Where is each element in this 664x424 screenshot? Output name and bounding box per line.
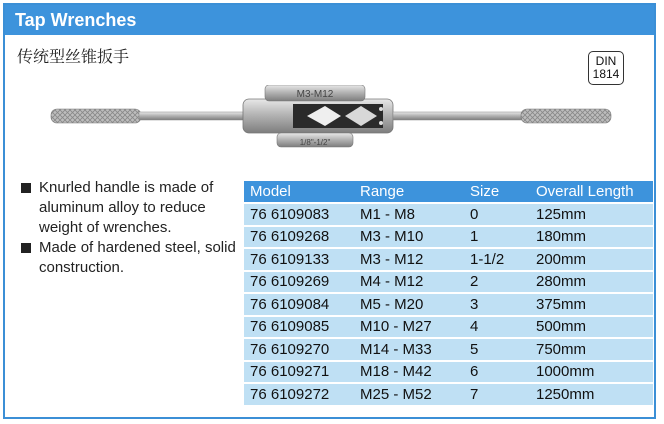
table-header-row — [244, 181, 653, 203]
left-shaft — [139, 112, 243, 120]
size-marking-top: M3-M12 — [296, 89, 334, 100]
column-header-model: Model — [244, 181, 354, 203]
size-marking-bottom: 1/8"-1/2" — [299, 138, 331, 147]
table-row: 76 6109270 M14 - M33 5 750mm — [244, 338, 653, 361]
product-card — [3, 3, 656, 419]
feature-item: Knurled handle is made of aluminum alloy to reduce weight of wrenches. — [19, 178, 239, 238]
feature-item: Made of hardened steel, solid construction. — [19, 238, 239, 278]
right-shaft — [393, 112, 523, 120]
column-header-range: Range — [354, 181, 464, 203]
square-bullet-icon — [21, 243, 31, 253]
column-header-size: Size — [464, 181, 530, 203]
table-row: 76 6109268 M3 - M10 1 180mm — [244, 226, 653, 249]
table-row: 76 6109269 M4 - M12 2 280mm — [244, 271, 653, 294]
page-title: Tap Wrenches — [15, 10, 137, 30]
spec-table — [244, 181, 653, 405]
header-bar — [5, 5, 654, 35]
table-row: 76 6109083 M1 - M8 0 125mm — [244, 203, 653, 226]
tap-wrench-image — [45, 85, 615, 165]
chinese-subtitle: 传统型丝锥扳手 — [17, 47, 130, 66]
column-header-overall-length: Overall Length — [530, 181, 653, 203]
right-knurled-handle — [521, 109, 611, 123]
square-bullet-icon — [21, 183, 31, 193]
table-row: 76 6109133 M3 - M12 1-1/2 200mm — [244, 248, 653, 271]
table-row: 76 6109084 M5 - M20 3 375mm — [244, 293, 653, 316]
table-row: 76 6109272 M25 - M52 7 1250mm — [244, 383, 653, 405]
left-knurled-handle — [51, 109, 141, 123]
din-number: 1814 — [592, 67, 620, 81]
din-standard-badge — [588, 51, 624, 85]
table-row: 76 6109085 M10 - M27 4 500mm — [244, 316, 653, 339]
feature-list — [19, 178, 239, 278]
table-row: 76 6109271 M18 - M42 6 1000mm — [244, 361, 653, 384]
din-label: DIN — [595, 54, 617, 68]
